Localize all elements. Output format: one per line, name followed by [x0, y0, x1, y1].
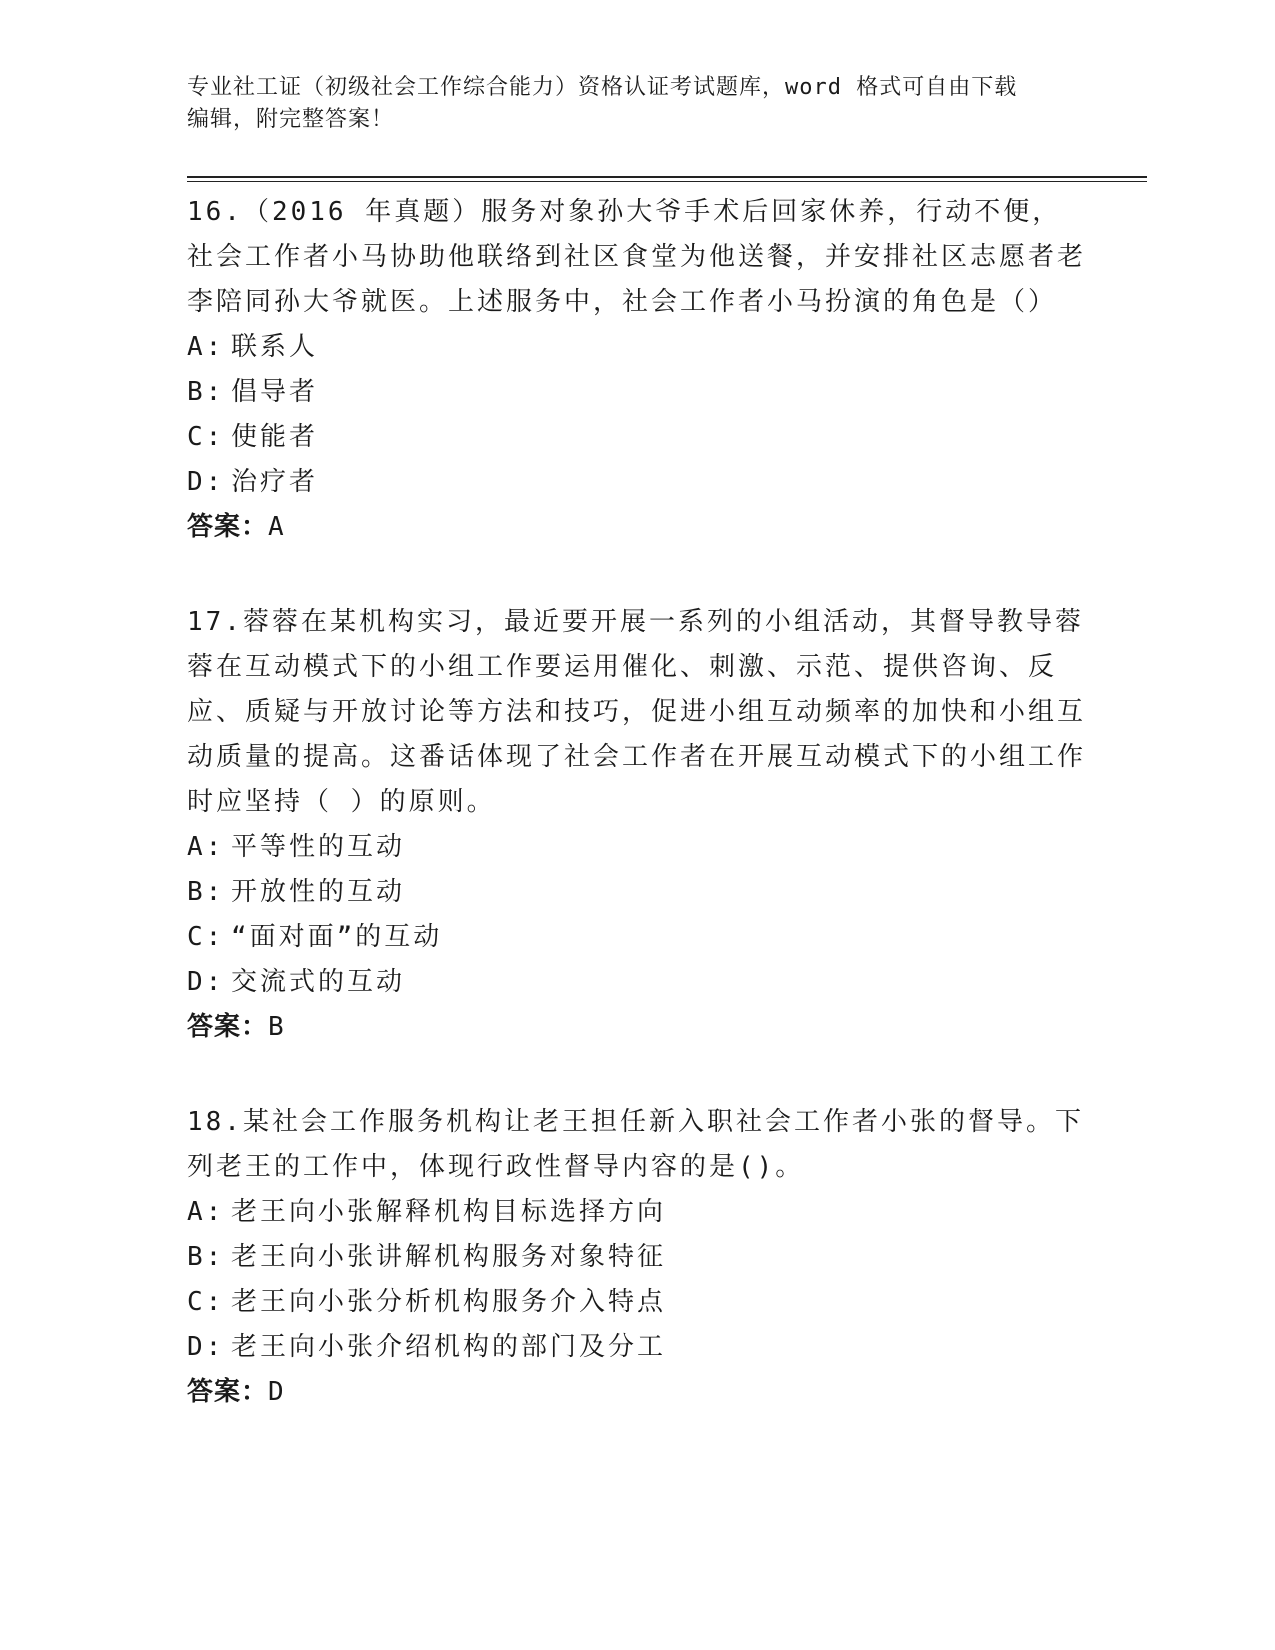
header-line-1: 专业社工证（初级社会工作综合能力）资格认证考试题库，word 格式可自由下载 [187, 75, 1018, 100]
answer-value: A [268, 512, 285, 542]
option-key: B: [187, 377, 225, 407]
option-a [187, 1190, 1087, 1235]
option-text: 使能者 [231, 422, 319, 452]
option-key: A: [187, 1197, 225, 1227]
option-d [187, 1325, 1087, 1370]
question-18 [187, 1100, 1087, 1415]
option-key: D: [187, 967, 225, 997]
option-text: 联系人 [231, 332, 319, 362]
option-key: B: [187, 1242, 225, 1272]
option-text: 老王向小张分析机构服务介入特点 [231, 1287, 667, 1317]
option-d [187, 460, 1087, 505]
option-c [187, 915, 1087, 960]
option-c [187, 415, 1087, 460]
option-key: B: [187, 877, 225, 907]
option-key: A: [187, 832, 225, 862]
answer-line [187, 1005, 1087, 1050]
answer-value: B [268, 1012, 285, 1042]
question-text: 16.（2016 年真题）服务对象孙大爷手术后回家休养，行动不便，社会工作者小马协助他联络到社区食堂为他送餐，并安排社区志愿者老李陪同孙大爷就医。上述服务中，社会工作者小马扮演的角色是（） [187, 197, 1087, 317]
option-text: 倡导者 [231, 377, 319, 407]
question-text: 18.某社会工作服务机构让老王担任新入职社会工作者小张的督导。下列老王的工作中，体现行政性督导内容的是()。 [187, 1107, 1084, 1182]
option-key: C: [187, 922, 225, 952]
option-key: A: [187, 332, 225, 362]
question-16 [187, 190, 1087, 550]
option-key: C: [187, 422, 225, 452]
header-rule-thin [187, 181, 1147, 182]
answer-value: D [268, 1377, 285, 1407]
option-d [187, 960, 1087, 1005]
option-text: 治疗者 [231, 467, 319, 497]
answer-label: 答案： [187, 1012, 269, 1042]
option-text: 平等性的互动 [231, 832, 406, 862]
question-17 [187, 600, 1087, 1050]
answer-line [187, 505, 1087, 550]
option-c [187, 1280, 1087, 1325]
question-text: 17.蓉蓉在某机构实习，最近要开展一系列的小组活动，其督导教导蓉蓉在互动模式下的小组工作要运用催化、刺激、示范、提供咨询、反应、质疑与开放讨论等方法和技巧，促进小组互动频率的加快和小组互动质量的提高。这番话体现了社会工作者在开展互动模式下的小组工作时应坚持（ ）的原则。 [187, 607, 1087, 817]
option-text: 开放性的互动 [231, 877, 406, 907]
option-a [187, 825, 1087, 870]
answer-label: 答案： [187, 512, 269, 542]
question-list [187, 190, 1087, 1465]
option-a [187, 325, 1087, 370]
answer-line [187, 1370, 1087, 1415]
option-b [187, 1235, 1087, 1280]
document-header [187, 72, 1067, 136]
answer-label: 答案： [187, 1377, 269, 1407]
option-text: 老王向小张讲解机构服务对象特征 [231, 1242, 667, 1272]
option-key: D: [187, 1332, 225, 1362]
option-text: “面对面”的互动 [231, 922, 443, 952]
option-b [187, 870, 1087, 915]
option-key: C: [187, 1287, 225, 1317]
option-text: 老王向小张解释机构目标选择方向 [231, 1197, 667, 1227]
header-line-2: 编辑，附完整答案！ [187, 107, 395, 132]
option-text: 老王向小张介绍机构的部门及分工 [231, 1332, 667, 1362]
option-key: D: [187, 467, 225, 497]
option-b [187, 370, 1087, 415]
header-rule-thick [187, 176, 1147, 178]
option-text: 交流式的互动 [231, 967, 406, 997]
